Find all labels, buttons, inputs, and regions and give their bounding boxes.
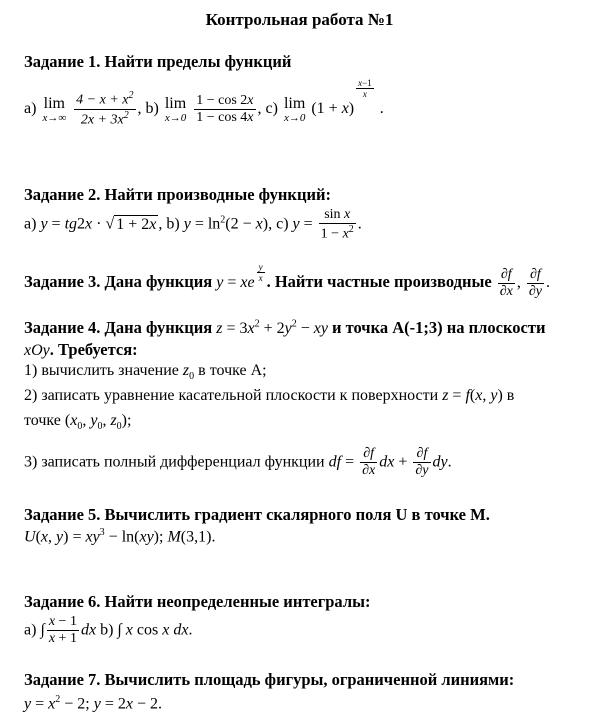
task-7-formula: $y = x^2 - 2$; y = 2x − 2. — [24, 694, 162, 713]
task-4-heading: Задание 4. Дана функция — [24, 318, 213, 337]
label-a: a) — [24, 215, 37, 233]
task-4-item-2: 2) записать уравнение касательной плоскости к поверхности z = f(x, y) в — [24, 387, 515, 404]
task-5-heading: Задание 5. Вычислить градиент скалярного поля U в точке M. — [24, 505, 490, 524]
page-title: Контрольная работа №1 — [205, 10, 394, 29]
task-4-item-1: 1) вычислить значение $z_0$ в точке A; — [24, 362, 267, 383]
label-b: b) — [100, 621, 114, 639]
task-1-formulas: a) lim x→∞ $\frac{4 - x + x^2}{2x + 3x^2}$ , b) lim x→0 $\frac{1 - \cos 2x}{1 - \cos 4x}$ , c) lim x→0 (1 + x) $^{\frac{x-1}{x}}$ . — [24, 78, 384, 128]
label-c: c) — [276, 215, 289, 233]
task-4-tail: . Требуется: — [49, 340, 138, 359]
task-5-formula: U(x, $y) = xy^3 - \ln(xy)$; M(3,1). — [24, 527, 216, 546]
task-4-item-2b: точке ($x_0$, $y_0$, $z_0$); — [24, 412, 132, 433]
task-3-tail: . Найти частные производные — [266, 272, 492, 292]
task-2-formulas: a) y = tg2x · √ 1 + 2x , b) $y = \ln^2(2 - x)$, c) y = $\frac{\text{sin x}}{1 - x^2}$ . — [24, 207, 362, 242]
label-b: b) — [145, 100, 159, 118]
task-2-heading: Задание 2. Найти производные функций: — [24, 185, 331, 204]
task-1-heading: Задание 1. Найти пределы функций — [24, 52, 292, 71]
label-a: a) — [24, 100, 37, 118]
task-4-item-3: 3) записать полный дифференциал функции df = $\frac{\partial f}{\partial x}$ dx + $\frac{\partial f}{\partial y}$ dy. — [24, 446, 452, 479]
label-b: b) — [166, 215, 180, 233]
task-3-heading: Задание 3. Дана функция — [24, 272, 213, 292]
task-4-line: Задание 4. Дана функция $z = 3x^2 + 2y^2$ − xy и точка A(-1;3) на плоскости — [24, 318, 546, 337]
task-6-formulas: a) ∫ $\frac{x - 1}{x + 1}$ dx b) ∫ x cos x dx. — [24, 614, 193, 647]
task-3-line: Задание 3. Дана функция y = xe $^{\frac{y}{x}}$ . Найти частные производные $\frac{\partial f}{\partial x}$ , $\frac{\partial f}{\partial y}$ . — [24, 262, 550, 299]
label-a: a) — [24, 621, 37, 639]
task-7-heading: Задание 7. Вычислить площадь фигуры, ограниченной линиями: — [24, 670, 515, 689]
task-4-heading-mid: и точка A(-1;3) на плоскости — [331, 318, 546, 337]
label-c: c) — [265, 100, 278, 118]
task-6-heading: Задание 6. Найти неопределенные интегралы: — [24, 592, 371, 611]
task-4-line2: xOy. Требуется: — [24, 340, 138, 359]
